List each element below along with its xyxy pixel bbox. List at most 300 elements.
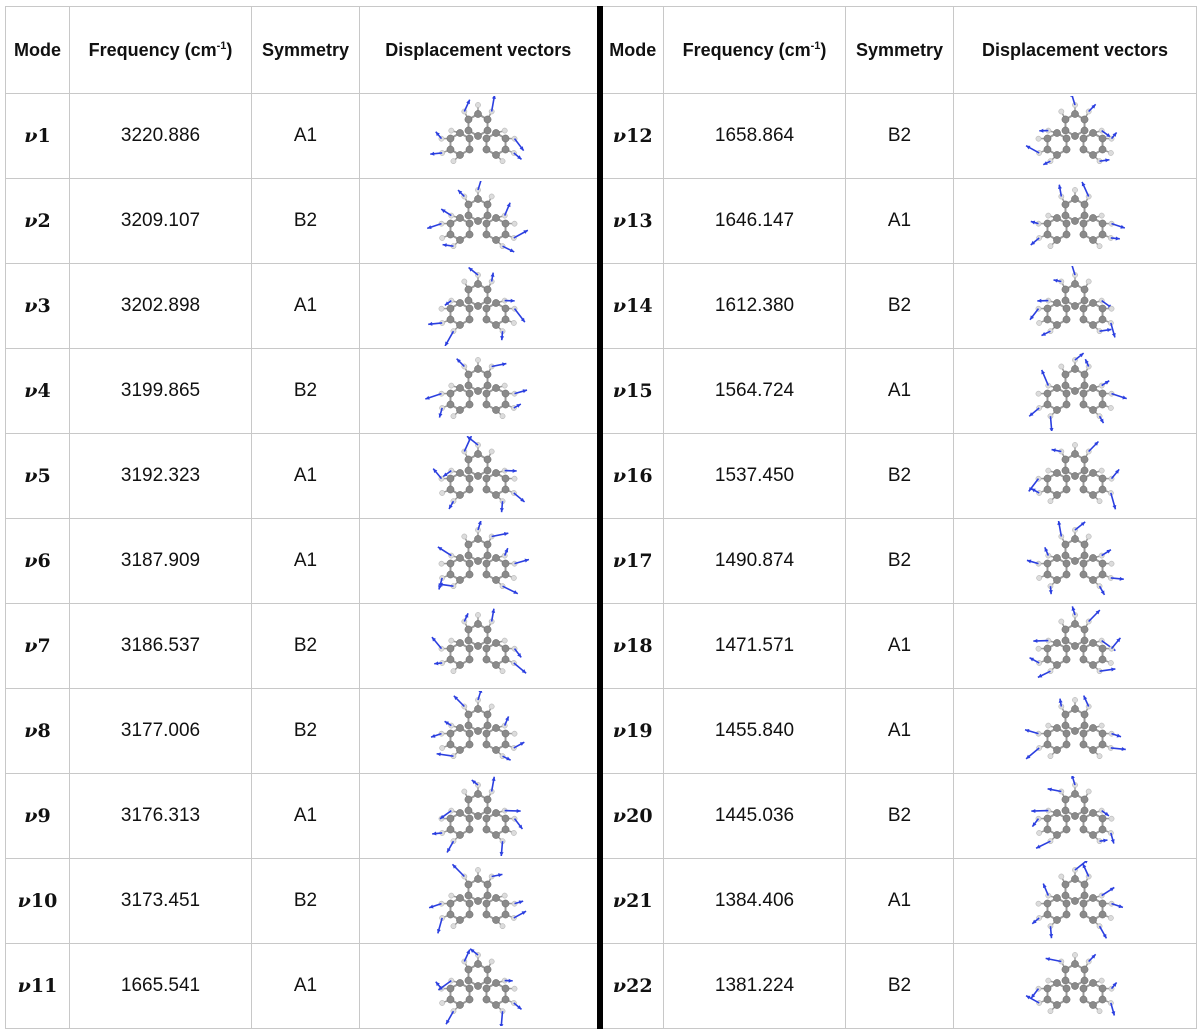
molecule-diagram [1000, 96, 1150, 176]
carbon-atom [483, 475, 490, 482]
carbon-atom [457, 576, 464, 583]
mode-cell [600, 944, 664, 1029]
carbon-atom [475, 790, 482, 797]
mode-number: 4 [37, 380, 51, 402]
carbon-atom [502, 560, 509, 567]
mode-number: 5 [37, 465, 51, 487]
carbon-atom [1044, 135, 1051, 142]
carbon-atom [465, 977, 472, 984]
frequency-cell: 1490.874 [664, 519, 846, 604]
hydrogen-atom [476, 867, 481, 872]
displacement-arrowhead [511, 299, 515, 303]
carbon-atom [502, 571, 509, 578]
symmetry-cell: B2 [846, 774, 954, 859]
hydrogen-atom [1037, 830, 1042, 835]
carbon-atom [1063, 985, 1070, 992]
carbon-atom [466, 741, 473, 748]
carbon-atom [502, 390, 509, 397]
carbon-atom [1062, 201, 1069, 208]
displacement-arrowhead [428, 322, 432, 326]
carbon-atom [1044, 826, 1051, 833]
table-row [6, 264, 1197, 349]
carbon-atom [493, 576, 500, 583]
hydrogen-atom [489, 194, 494, 199]
carbon-atom [493, 384, 500, 391]
hydrogen-atom [451, 669, 456, 674]
molecule-diagram [1000, 946, 1150, 1026]
carbon-atom [1099, 900, 1106, 907]
hydrogen-atom [1099, 978, 1104, 983]
carbon-atom [457, 639, 464, 646]
hydrogen-atom [511, 830, 516, 835]
symmetry-cell: B2 [252, 689, 360, 774]
carbon-atom [465, 286, 472, 293]
mode-cell [6, 604, 70, 689]
carbon-atom [1089, 491, 1096, 498]
mode-number: 22 [626, 975, 653, 997]
carbon-atom [484, 711, 491, 718]
displacement-vectors-cell [360, 944, 600, 1029]
hydrogen-atom [502, 383, 507, 388]
carbon-atom [502, 900, 509, 907]
hydrogen-atom [1048, 244, 1053, 249]
carbon-atom [447, 390, 454, 397]
carbon-atom [484, 881, 491, 888]
carbon-atom [1053, 129, 1060, 136]
carbon-atom [475, 960, 482, 967]
carbon-atom [1080, 305, 1087, 312]
header-frequency-left: Frequency $(cm^{-1})$ [70, 7, 252, 94]
displacement-vectors-cell [954, 349, 1197, 434]
carbon-atom [483, 560, 490, 567]
carbon-atom [466, 305, 473, 312]
carbon-atom [483, 826, 490, 833]
nu-symbol: ν [24, 295, 38, 317]
carbon-atom [1089, 916, 1096, 923]
carbon-atom [484, 637, 491, 644]
carbon-atom [1053, 746, 1060, 753]
nu-symbol: ν [612, 295, 627, 317]
displacement-arrowhead [509, 979, 513, 983]
symmetry-cell: A1 [846, 689, 954, 774]
hydrogen-atom [500, 754, 505, 759]
hydrogen-atom [1097, 1009, 1102, 1014]
carbon-atom [457, 916, 464, 923]
carbon-atom [466, 911, 473, 918]
hydrogen-atom [1072, 187, 1077, 192]
hydrogen-atom [1048, 329, 1053, 334]
carbon-atom [465, 456, 472, 463]
hydrogen-atom [1036, 391, 1041, 396]
carbon-atom [483, 571, 490, 578]
molecule-diagram [1000, 181, 1150, 261]
hydrogen-atom [1048, 754, 1053, 759]
carbon-atom [1080, 900, 1087, 907]
carbon-atom [1080, 645, 1087, 652]
header-mode-left: Mode [6, 7, 70, 94]
displacement-arrowhead [513, 469, 517, 473]
hydrogen-atom [1072, 952, 1077, 957]
carbon-atom [483, 305, 490, 312]
carbon-atom [1044, 305, 1051, 312]
carbon-atom [1071, 387, 1078, 394]
carbon-atom [493, 746, 500, 753]
carbon-atom [475, 557, 482, 564]
carbon-atom [1044, 996, 1051, 1003]
carbon-atom [493, 979, 500, 986]
mode-number: 8 [37, 720, 51, 742]
carbon-atom [1071, 897, 1078, 904]
carbon-atom [457, 746, 464, 753]
molecule-diagram [1000, 691, 1150, 771]
carbon-atom [1063, 486, 1070, 493]
mode-number: 10 [30, 890, 58, 912]
carbon-atom [1080, 135, 1087, 142]
carbon-atom [465, 892, 472, 899]
carbon-atom [457, 321, 464, 328]
carbon-atom [466, 390, 473, 397]
carbon-atom [466, 645, 473, 652]
carbon-atom [1081, 977, 1088, 984]
header-symmetry-right: Symmetry [846, 7, 954, 94]
displacement-arrowhead [517, 809, 521, 813]
displacement-vectors-cell [360, 774, 600, 859]
carbon-atom [447, 316, 454, 323]
carbon-atom [1053, 321, 1060, 328]
carbon-atom [1062, 892, 1069, 899]
header-symmetry-left: Symmetry [252, 7, 360, 94]
carbon-atom [1062, 796, 1069, 803]
symmetry-cell: B2 [252, 604, 360, 689]
carbon-atom [1053, 831, 1060, 838]
hydrogen-atom [1046, 723, 1051, 728]
table-row [6, 519, 1197, 604]
carbon-atom [484, 127, 491, 134]
displacement-vectors-cell [360, 434, 600, 519]
molecule-diagram [403, 436, 553, 516]
nu-symbol: ν [612, 635, 627, 657]
carbon-atom [1053, 469, 1060, 476]
carbon-atom [457, 299, 464, 306]
nu-symbol: ν [24, 805, 38, 827]
carbon-atom [466, 231, 473, 238]
frequency-cell: 1455.840 [664, 689, 846, 774]
hydrogen-atom [512, 221, 517, 226]
frequency-cell: 1384.406 [664, 859, 846, 944]
hydrogen-atom [1059, 619, 1064, 624]
carbon-atom [1081, 796, 1088, 803]
carbon-atom [1081, 286, 1088, 293]
molecule-diagram [403, 946, 553, 1026]
carbon-atom [1044, 911, 1051, 918]
table-row [6, 94, 1197, 179]
carbon-atom [465, 297, 472, 304]
carbon-atom [447, 135, 454, 142]
displacement-arrowhead [1117, 734, 1121, 738]
symmetry-cell: A1 [252, 434, 360, 519]
displacement-arrowhead [500, 336, 504, 340]
carbon-atom [1062, 286, 1069, 293]
carbon-atom [465, 212, 472, 219]
carbon-atom [466, 486, 473, 493]
carbon-atom [484, 382, 491, 389]
hydrogen-atom [1036, 901, 1041, 906]
carbon-atom [1062, 297, 1069, 304]
symmetry-cell: B2 [252, 859, 360, 944]
carbon-atom [475, 387, 482, 394]
nu-symbol: ν [612, 550, 627, 572]
nu-symbol: ν [612, 125, 627, 147]
carbon-atom [465, 127, 472, 134]
carbon-atom [1071, 642, 1078, 649]
carbon-atom [502, 826, 509, 833]
carbon-atom [465, 626, 472, 633]
carbon-atom [457, 724, 464, 731]
molecule-diagram [1000, 776, 1150, 856]
carbon-atom [1099, 486, 1106, 493]
carbon-atom [1080, 316, 1087, 323]
carbon-atom [1053, 661, 1060, 668]
carbon-atom [1080, 475, 1087, 482]
carbon-atom [483, 146, 490, 153]
carbon-atom [502, 135, 509, 142]
carbon-atom [1071, 875, 1078, 882]
carbon-atom [457, 809, 464, 816]
hydrogen-atom [1046, 978, 1051, 983]
carbon-atom [457, 151, 464, 158]
carbon-atom [1071, 365, 1078, 372]
displacement-vectors-cell [360, 94, 600, 179]
carbon-atom [1044, 486, 1051, 493]
carbon-atom [1071, 195, 1078, 202]
hydrogen-atom [476, 612, 481, 617]
carbon-atom [466, 220, 473, 227]
hydrogen-atom [1037, 320, 1042, 325]
carbon-atom [1089, 661, 1096, 668]
hydrogen-atom [1072, 442, 1077, 447]
table-row [6, 944, 1197, 1029]
hydrogen-atom [1059, 109, 1064, 114]
carbon-atom [483, 656, 490, 663]
carbon-atom [1062, 722, 1069, 729]
carbon-atom [447, 645, 454, 652]
table-row [6, 859, 1197, 944]
carbon-atom [466, 996, 473, 1003]
carbon-atom [475, 217, 482, 224]
carbon-atom [466, 135, 473, 142]
carbon-atom [465, 467, 472, 474]
frequency-cell: 1646.147 [664, 179, 846, 264]
displacement-arrowhead [500, 852, 504, 856]
mode-number: 7 [37, 635, 51, 657]
carbon-atom [466, 900, 473, 907]
mode-cell [600, 774, 664, 859]
frequency-cell: 1445.036 [664, 774, 846, 859]
hydrogen-atom [511, 575, 516, 580]
frequency-cell: 3220.886 [70, 94, 252, 179]
carbon-atom [447, 741, 454, 748]
carbon-atom [1062, 541, 1069, 548]
hydrogen-atom [439, 561, 444, 566]
symmetry-cell: B2 [252, 179, 360, 264]
carbon-atom [484, 626, 491, 633]
carbon-atom [1099, 741, 1106, 748]
carbon-atom [1071, 557, 1078, 564]
carbon-atom [465, 966, 472, 973]
carbon-atom [1081, 966, 1088, 973]
carbon-atom [465, 711, 472, 718]
hydrogen-atom [1109, 306, 1114, 311]
carbon-atom [1071, 960, 1078, 967]
mode-cell [600, 264, 664, 349]
table-row [6, 349, 1197, 434]
displacement-arrowhead [1031, 809, 1035, 813]
table-row [6, 774, 1197, 859]
carbon-atom [1089, 384, 1096, 391]
symmetry-cell: A1 [846, 179, 954, 264]
displacement-arrowhead [431, 734, 435, 738]
carbon-atom [1063, 231, 1070, 238]
carbon-atom [447, 401, 454, 408]
frequency-cell: 1537.450 [664, 434, 846, 519]
carbon-atom [1063, 401, 1070, 408]
mode-number: 11 [30, 975, 58, 997]
carbon-atom [1099, 220, 1106, 227]
carbon-atom [1071, 705, 1078, 712]
carbon-atom [1081, 722, 1088, 729]
carbon-atom [502, 645, 509, 652]
carbon-atom [1089, 809, 1096, 816]
vibrational-modes-table [5, 6, 1197, 1029]
header-displacement-left: Displacement vectors [360, 7, 600, 94]
carbon-atom [1044, 571, 1051, 578]
carbon-atom [1089, 639, 1096, 646]
mode-cell [600, 604, 664, 689]
nu-symbol: ν [612, 890, 627, 912]
carbon-atom [1053, 299, 1060, 306]
displacement-arrowhead [492, 96, 496, 99]
carbon-atom [1063, 656, 1070, 663]
frequency-cell: 1564.724 [664, 349, 846, 434]
mode-number: 1 [37, 125, 51, 147]
carbon-atom [465, 637, 472, 644]
mode-number: 15 [626, 380, 653, 402]
carbon-atom [1063, 571, 1070, 578]
carbon-atom [1089, 214, 1096, 221]
symmetry-cell: A1 [846, 349, 954, 434]
carbon-atom [1063, 730, 1070, 737]
carbon-atom [466, 985, 473, 992]
carbon-atom [465, 796, 472, 803]
carbon-atom [483, 900, 490, 907]
carbon-atom [1089, 406, 1096, 413]
molecule-diagram [403, 521, 553, 601]
carbon-atom [502, 146, 509, 153]
hydrogen-atom [476, 102, 481, 107]
carbon-atom [1081, 297, 1088, 304]
hydrogen-atom [511, 320, 516, 325]
hydrogen-atom [439, 306, 444, 311]
nu-symbol: ν [24, 635, 38, 657]
carbon-atom [1080, 401, 1087, 408]
carbon-atom [484, 297, 491, 304]
displacement-vectors-cell [954, 519, 1197, 604]
hydrogen-atom [1059, 364, 1064, 369]
displacement-arrowhead [1033, 639, 1037, 643]
carbon-atom [1062, 552, 1069, 559]
mode-cell [600, 434, 664, 519]
carbon-atom [1063, 316, 1070, 323]
symmetry-cell: A1 [252, 774, 360, 859]
displacement-arrowhead [1049, 590, 1053, 594]
hydrogen-atom [1048, 839, 1053, 844]
hydrogen-atom [1048, 159, 1053, 164]
carbon-atom [1063, 996, 1070, 1003]
carbon-atom [1044, 475, 1051, 482]
hydrogen-atom [502, 893, 507, 898]
frequency-cell: 3202.898 [70, 264, 252, 349]
hydrogen-atom [500, 159, 505, 164]
hydrogen-atom [440, 490, 445, 495]
carbon-atom [1063, 475, 1070, 482]
carbon-atom [465, 116, 472, 123]
carbon-atom [1089, 576, 1096, 583]
nu-symbol: ν [612, 975, 627, 997]
carbon-atom [493, 809, 500, 816]
displacement-arrowhead [1116, 236, 1120, 240]
frequency-cell: 1471.571 [664, 604, 846, 689]
carbon-atom [457, 406, 464, 413]
carbon-atom [1081, 892, 1088, 899]
hydrogen-atom [500, 584, 505, 589]
carbon-atom [465, 541, 472, 548]
carbon-atom [483, 486, 490, 493]
carbon-atom [1099, 475, 1106, 482]
carbon-atom [483, 390, 490, 397]
carbon-atom [447, 900, 454, 907]
hydrogen-atom [1036, 646, 1041, 651]
hydrogen-atom [500, 669, 505, 674]
mode-cell [600, 859, 664, 944]
carbon-atom [493, 916, 500, 923]
carbon-atom [1071, 217, 1078, 224]
frequency-cell: 3186.537 [70, 604, 252, 689]
carbon-atom [447, 826, 454, 833]
carbon-atom [1080, 985, 1087, 992]
carbon-atom [457, 491, 464, 498]
carbon-atom [466, 730, 473, 737]
carbon-atom [484, 892, 491, 899]
carbon-atom [1044, 985, 1051, 992]
hydrogen-atom [1099, 468, 1104, 473]
carbon-atom [502, 231, 509, 238]
hydrogen-atom [512, 986, 517, 991]
carbon-atom [493, 894, 500, 901]
carbon-atom [1089, 554, 1096, 561]
carbon-atom [1081, 552, 1088, 559]
carbon-atom [493, 661, 500, 668]
carbon-atom [447, 985, 454, 992]
carbon-atom [1071, 280, 1078, 287]
displacement-vectors-cell [954, 94, 1197, 179]
carbon-atom [1089, 469, 1096, 476]
carbon-atom [493, 129, 500, 136]
carbon-atom [466, 146, 473, 153]
carbon-atom [484, 212, 491, 219]
carbon-atom [447, 305, 454, 312]
displacement-vectors-cell [360, 519, 600, 604]
carbon-atom [483, 645, 490, 652]
